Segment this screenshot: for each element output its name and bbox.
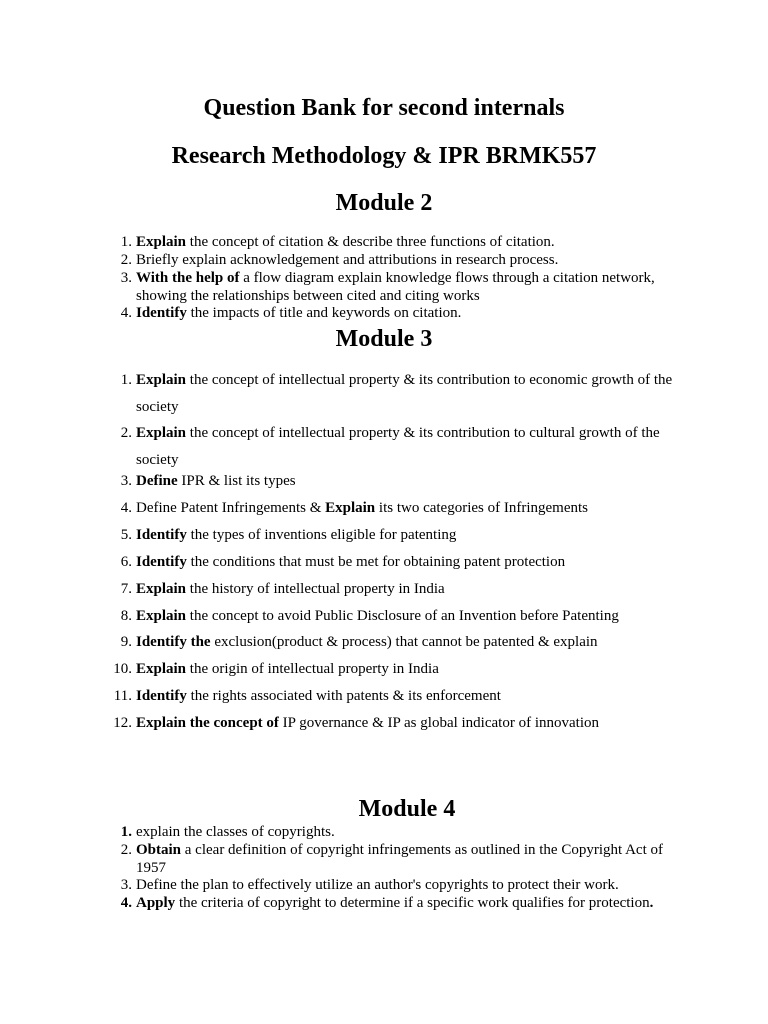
item-text: the concept of intellectual property & its contribution to economic growth of the society (136, 372, 673, 415)
item-number: 10. (113, 661, 132, 677)
item-number: 2. (120, 842, 132, 858)
item-number: 4. (120, 500, 132, 516)
item-text: exclusion(product & process) that cannot be patented & explain (210, 634, 598, 650)
item-keyword: Explain (136, 425, 187, 441)
item-keyword: Explain (136, 608, 187, 624)
item-text: the impacts of title and keywords on citation. (186, 305, 462, 321)
item-keyword: Identify (136, 688, 187, 704)
item-keyword: Identify (136, 554, 187, 570)
item-number: 9. (120, 634, 132, 650)
item-text: IPR & list its types (177, 473, 296, 489)
item-keyword: Explain the concept of (136, 715, 279, 731)
item-keyword: Explain (325, 500, 376, 516)
item-number: 7. (120, 581, 132, 597)
document-title: Question Bank for second internals (203, 95, 565, 121)
document-subtitle: Research Methodology & IPR BRMK557 (171, 143, 597, 169)
item-tail: . (649, 895, 654, 911)
item-keyword: With the help of (136, 270, 240, 286)
module-3-heading: Module 3 (335, 326, 433, 352)
item-text: the origin of intellectual property in India (186, 661, 439, 677)
item-number: 4. (120, 305, 132, 321)
item-text: Define the plan to effectively utilize an author's copyrights to protect their work. (136, 877, 619, 893)
item-number: 5. (120, 527, 132, 543)
module-2-heading: Module 2 (335, 190, 433, 216)
item-text: the criteria of copyright to determine if a specific work qualifies for protection (175, 895, 650, 911)
item-text: the concept of intellectual property & its contribution to cultural growth of the society (136, 425, 660, 468)
item-number: 3. (120, 877, 132, 893)
item-number: 6. (120, 554, 132, 570)
module-4-heading: Module 4 (358, 796, 456, 822)
item-keyword: Explain (136, 581, 187, 597)
item-text: the concept to avoid Public Disclosure of an Invention before Patenting (186, 608, 619, 624)
item-number: 4. (120, 895, 132, 911)
item-text: the concept of citation & describe three functions of citation. (186, 234, 555, 250)
item-keyword: Obtain (136, 842, 182, 858)
item-number: 1. (120, 234, 132, 250)
item-text: IP governance & IP as global indicator of innovation (278, 715, 599, 731)
item-text: a clear definition of copyright infringements as outlined in the Copyright Act of 1957 (136, 842, 663, 876)
item-text: the history of intellectual property in India (186, 581, 445, 597)
item-number: 8. (120, 608, 132, 624)
item-number: 2. (120, 425, 132, 441)
item-keyword: Explain (136, 372, 187, 388)
item-keyword: Identify the (136, 634, 211, 650)
item-number: 1. (120, 824, 132, 840)
item-number: 12. (113, 715, 132, 731)
item-keyword: Define (136, 473, 178, 489)
item-text: the rights associated with patents & its enforcement (186, 688, 501, 704)
item-text: a flow diagram explain knowledge flows through a citation network, showing the relationships between cited and citing works (136, 270, 655, 304)
item-keyword: Explain (136, 661, 187, 677)
item-text: the types of inventions eligible for patenting (186, 527, 457, 543)
item-text: explain the classes of copyrights. (136, 824, 335, 840)
item-keyword: Identify (136, 305, 187, 321)
item-text: the conditions that must be met for obtaining patent protection (186, 554, 566, 570)
item-keyword: Explain (136, 234, 187, 250)
item-text: its two categories of Infringements (375, 500, 589, 516)
item-number: 11. (113, 688, 132, 704)
item-text: Briefly explain acknowledgement and attributions in research process. (136, 252, 559, 268)
item-keyword: Identify (136, 527, 187, 543)
item-keyword: Apply (136, 895, 176, 911)
item-number: 3. (120, 270, 132, 286)
item-text-prefix: Define Patent Infringements & (136, 500, 326, 516)
item-number: 1. (120, 372, 132, 388)
item-number: 3. (120, 473, 132, 489)
item-number: 2. (120, 252, 132, 268)
